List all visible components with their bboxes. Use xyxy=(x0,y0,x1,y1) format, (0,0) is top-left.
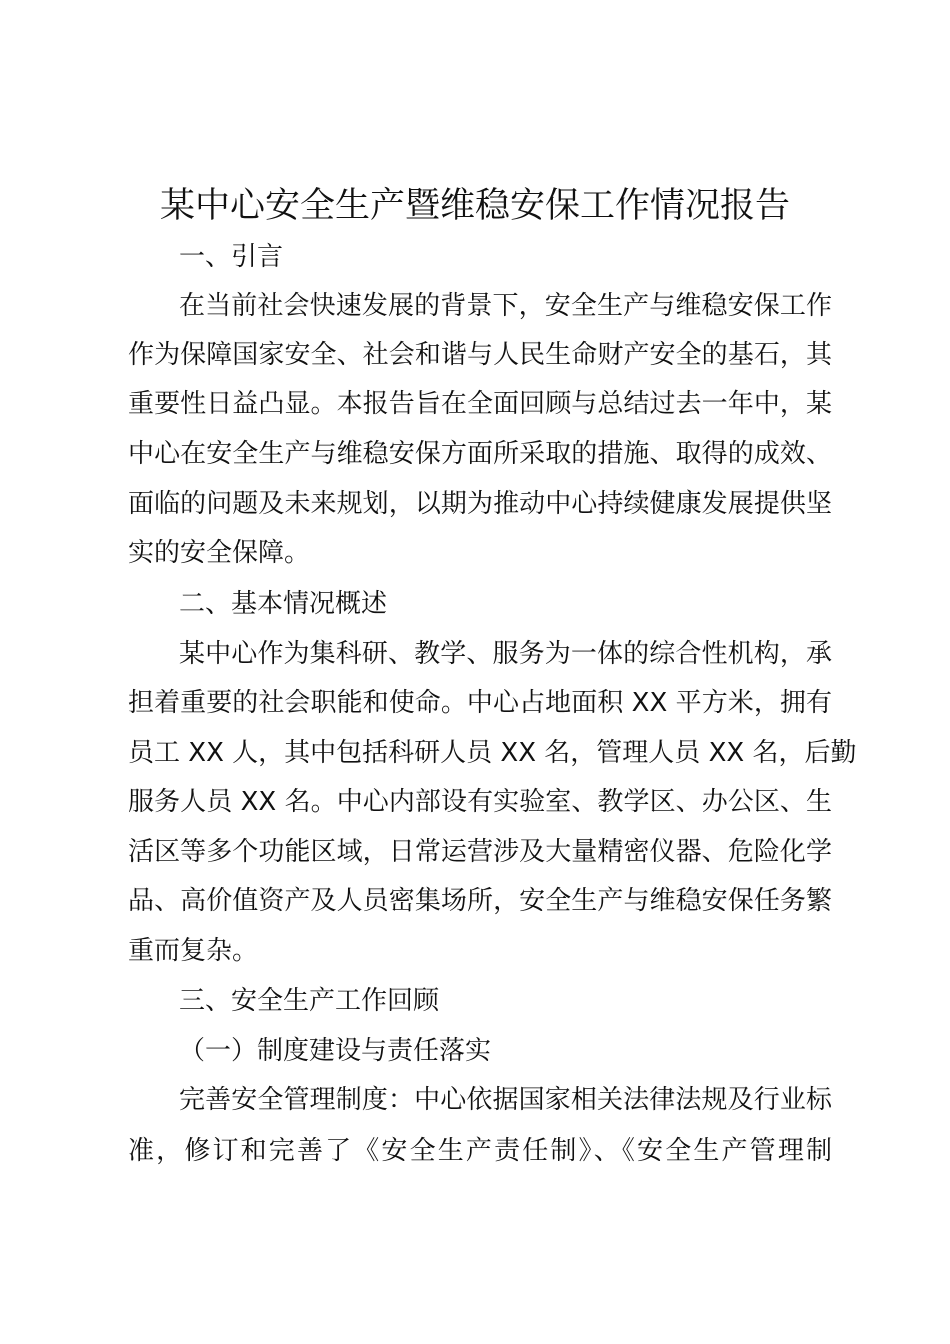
paragraph-line: 完善安全管理制度：中心依据国家相关法律法规及行业标 xyxy=(179,1085,832,1115)
paragraph-line: 准，修订和完善了《安全生产责任制》、《安全生产管理制 xyxy=(128,1136,832,1166)
section-heading-introduction: 一、引言 xyxy=(179,242,284,272)
paragraph-line: 重而复杂。 xyxy=(128,936,259,966)
section-heading-safety-review: 三、安全生产工作回顾 xyxy=(179,986,440,1016)
paragraph-line: 中心在安全生产与维稳安保方面所采取的措施、取得的成效、 xyxy=(128,439,832,469)
paragraph-line: 某中心作为集科研、教学、服务为一体的综合性机构，承 xyxy=(179,639,832,669)
paragraph-line: 在当前社会快速发展的背景下，安全生产与维稳安保工作 xyxy=(179,291,832,321)
paragraph-line: 重要性日益凸显。本报告旨在全面回顾与总结过去一年中，某 xyxy=(128,389,832,419)
paragraph-line: 服务人员 XX 名。中心内部设有实验室、教学区、办公区、生 xyxy=(128,787,832,817)
paragraph-line: 活区等多个功能区域，日常运营涉及大量精密仪器、危险化学 xyxy=(128,837,832,867)
paragraph-line: 作为保障国家安全、社会和谐与人民生命财产安全的基石，其 xyxy=(128,340,832,370)
section-heading-overview: 二、基本情况概述 xyxy=(179,589,388,619)
paragraph-line: 员工 XX 人，其中包括科研人员 XX 名，管理人员 XX 名，后勤 xyxy=(128,738,857,768)
paragraph-line: 担着重要的社会职能和使命。中心占地面积 XX 平方米，拥有 xyxy=(128,688,832,718)
paragraph-line: 面临的问题及未来规划，以期为推动中心持续健康发展提供坚 xyxy=(128,489,832,519)
paragraph-line: 实的安全保障。 xyxy=(128,538,311,568)
document-title: 某中心安全生产暨维稳安保工作情况报告 xyxy=(159,186,790,226)
paragraph-line: 品、高价值资产及人员密集场所，安全生产与维稳安保任务繁 xyxy=(128,886,832,916)
subsection-heading: （一）制度建设与责任落实 xyxy=(179,1036,492,1066)
